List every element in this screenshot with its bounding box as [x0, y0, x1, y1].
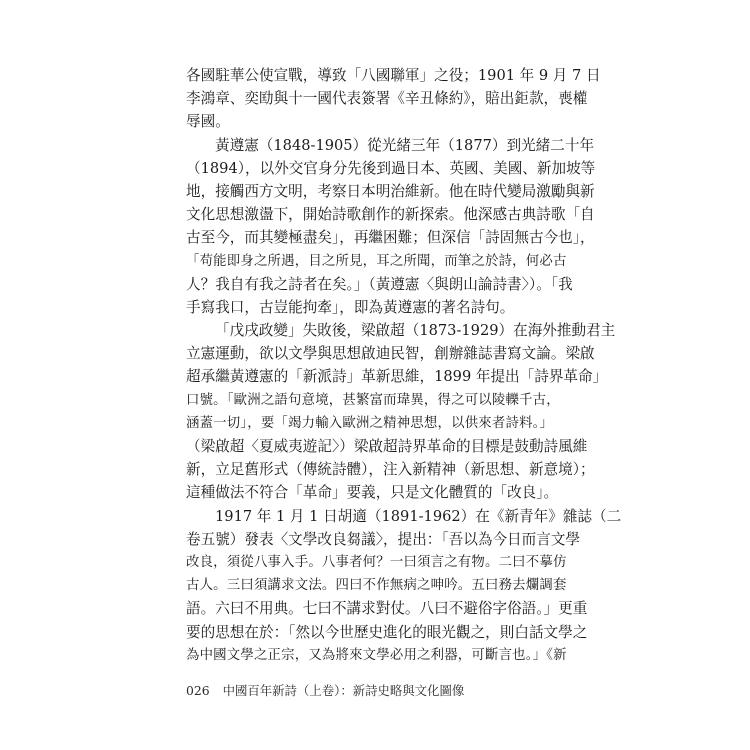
text-line: 古至今，而其變極盡矣」，再繼困難；但深信「詩固無古今也」， [186, 229, 595, 247]
body-text [186, 64, 622, 667]
text-line: 口號。「歐洲之語句意境，甚繁富而瑋異，得之可以陵轢千古， [186, 392, 560, 408]
text-line: 「戊戌政變」失敗後，梁啟超（1873-1929）在海外推動君主 [215, 322, 616, 340]
page-number: 026 [186, 683, 210, 698]
text-line: 手寫我口，古豈能拘牽」，即為黃遵憲的著名詩句。 [186, 298, 515, 316]
text-line: 古人。三曰須講求文法。四曰不作無病之呻吟。五曰務去爛調套 [186, 578, 567, 594]
paragraph [186, 505, 622, 667]
text-line: 地，接觸西方文明，考察日本明治維新。他在時代變局激勵與新 [186, 182, 595, 200]
text-line: 辱國。 [186, 113, 230, 131]
text-line: （1894），以外交官身分先後到過日本、英國、美國、新加坡等 [186, 159, 596, 177]
running-title: 中國百年新詩（上卷）：新詩史略與文化圖像 [222, 683, 465, 698]
text-line: 黃遵憲（1848-1905）從光緒三年（1877）到光緒二十年 [215, 136, 595, 154]
text-line: 卷五號）發表〈文學改良芻議〉，提出：「吾以為今日而言文學 [186, 530, 581, 548]
paragraph [186, 64, 601, 134]
text-line: 為中國文學之正宗，又為將來文學必用之利器，可斷言也。」《新 [186, 647, 567, 663]
text-line: 改良，須從八事入手。八事者何？一曰須言之有物。二曰不摹仿 [186, 554, 567, 570]
page-footer [186, 681, 464, 699]
paragraph [186, 319, 616, 505]
text-line: 涵蓋一切」，要「竭力輸入歐洲之精神思想，以供來者詩料。」 [186, 415, 554, 431]
text-line: 要的思想在於：「然以今世歷史進化的眼光觀之，則白話文學之 [186, 623, 588, 641]
text-line: 「苟能即身之所遇，目之所見，耳之所聞，而筆之於詩，何必古 [186, 253, 567, 269]
text-line: （梁啟超〈夏威夷遊記〉）梁啟超詩界革命的目標是鼓動詩風維 [186, 438, 588, 455]
text-line: 文化思想激盪下，開始詩歌創作的新探索。他深感古典詩歌「自 [186, 206, 595, 224]
text-line: 這種做法不符合「革命」要義，只是文化體質的「改良」。 [186, 484, 559, 502]
text-line: 李鴻章、奕劻與十一國代表簽署《辛丑條約》，賠出鉅款，喪權 [186, 90, 588, 108]
text-line: 各國駐華公使宣戰，導致「八國聯軍」之役；1901 年 9 月 7 日 [186, 67, 601, 84]
text-line: 超承繼黃遵憲的「新派詩」革新思維，1899 年提出「詩界革命」 [186, 368, 608, 386]
text-line: 1917 年 1 月 1 日胡適（1891-1962）在《新青年》雜誌（二 [215, 507, 622, 525]
text-line: 人？我自有我之詩者在矣。」（黃遵憲〈與朗山論詩書〉）。「我 [186, 275, 573, 293]
text-line: 立憲運動，欲以文學與思想啟迪民智，創辦雜誌書寫文論。梁啟 [186, 345, 595, 363]
text-line: 語。六曰不用典。七曰不講求對仗。八曰不避俗字俗語。」更重 [186, 600, 588, 618]
text-line: 新，立足舊形式（傳統詩體），注入新精神（新思想、新意境）； [186, 461, 595, 479]
paragraph [186, 134, 596, 320]
